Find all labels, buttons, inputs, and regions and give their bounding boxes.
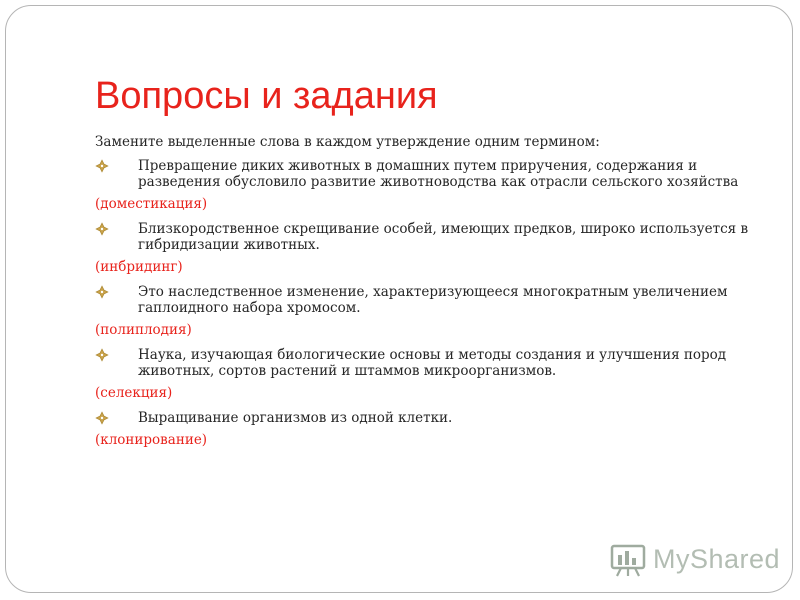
question-item xyxy=(95,158,767,190)
answer-text: (полиплодия) xyxy=(95,322,192,338)
answer-text: (инбридинг) xyxy=(95,259,183,275)
question-text: Превращение диких животных в домашних путем приручения, содержания и разведения обусловило развитие животноводства как отрасли сельского хозяйства xyxy=(138,158,739,190)
watermark-text: MyShared xyxy=(653,544,781,574)
answer-text: (доместикация) xyxy=(95,196,208,212)
slide-title: Вопросы и задания xyxy=(95,75,438,117)
question-text: Выращивание организмов из одной клетки. xyxy=(138,410,453,426)
diamond-bullet-icon xyxy=(95,348,109,362)
question-item xyxy=(95,347,767,379)
diamond-bullet-icon xyxy=(95,222,109,236)
diamond-bullet-icon xyxy=(95,159,109,173)
question-text: Это наследственное изменение, характеризующееся многократным увеличением гаплоидного набора хромосом. xyxy=(138,284,728,316)
question-item xyxy=(95,410,767,426)
slide-content xyxy=(95,134,767,457)
answer-text: (селекция) xyxy=(95,385,173,401)
diamond-bullet-icon xyxy=(95,285,109,299)
myshared-logo-icon xyxy=(609,540,647,578)
myshared-watermark xyxy=(609,540,780,578)
instruction-text: Замените выделенные слова в каждом утверждение одним термином: xyxy=(95,134,600,150)
question-item xyxy=(95,221,767,253)
question-text: Наука, изучающая биологические основы и методы создания и улучшения пород животных, сортов растений и штаммов микроорганизмов. xyxy=(138,347,727,379)
question-text: Близкородственное скрещивание особей, имеющих предков, широко используется в гибридизации животных. xyxy=(138,221,749,253)
slide xyxy=(5,5,793,593)
question-item xyxy=(95,284,767,316)
diamond-bullet-icon xyxy=(95,411,109,425)
answer-text: (клонирование) xyxy=(95,432,208,448)
